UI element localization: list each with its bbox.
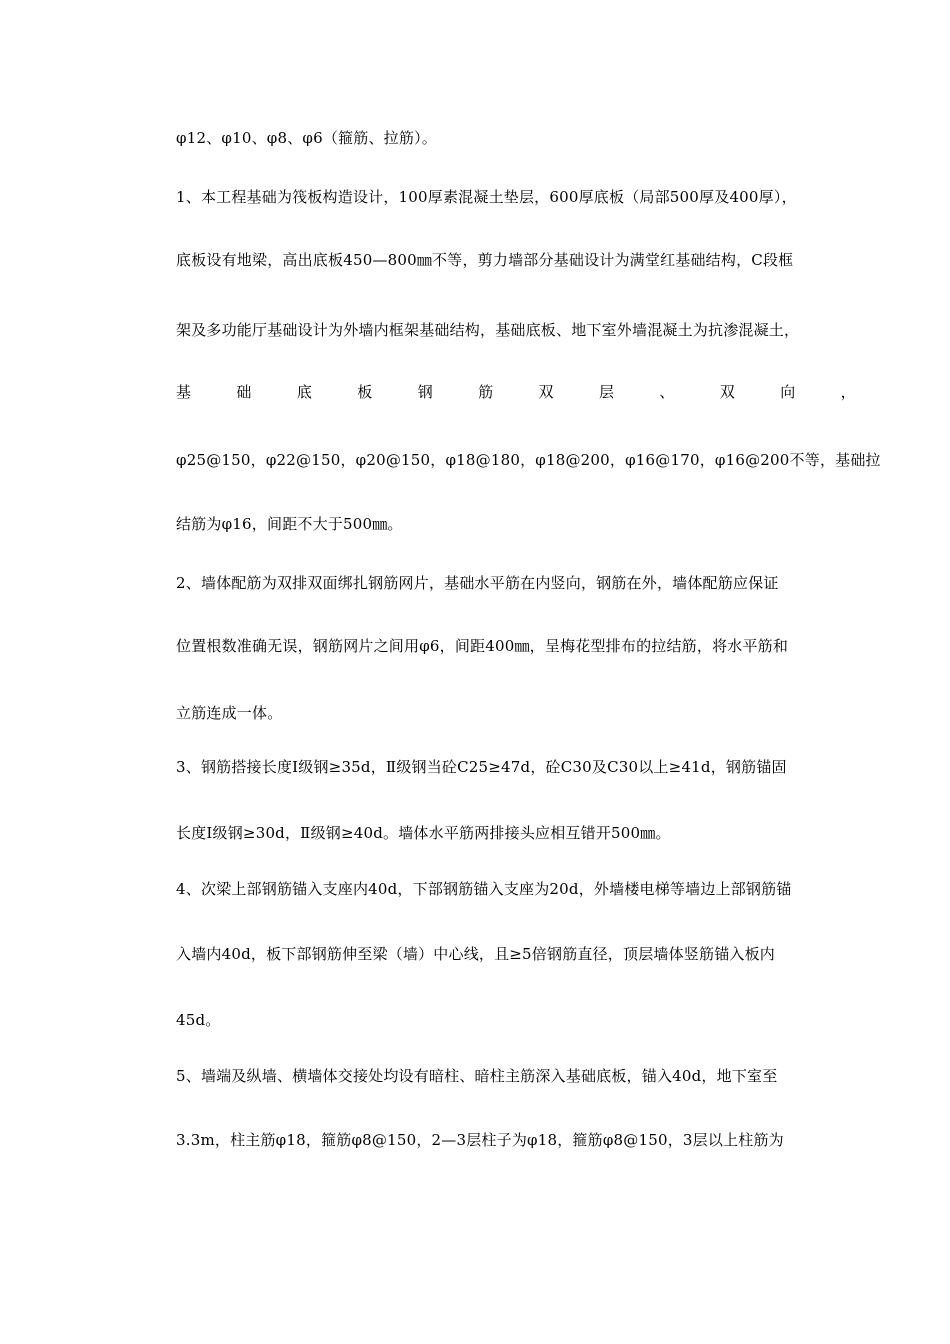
text-line-12: 长度Ⅰ级钢≥30d，Ⅱ级钢≥40d。墙体水平筋两排接头应相互错开500㎜。 <box>176 824 671 842</box>
spread-char: 筋 <box>478 383 494 401</box>
text-line-11: 3、钢筋搭接长度Ⅰ级钢≥35d，Ⅱ级钢当砼C25≥47d，砼C30及C30以上≥41d，钢筋锚固 <box>176 758 787 776</box>
text-line-4: 架及多功能厅基础设计为外墙内框架基础结构，基础底板、地下室外墙混凝土为抗渗混凝土， <box>176 321 800 339</box>
spread-char: 底 <box>296 383 313 401</box>
spread-char: 基 <box>176 383 192 401</box>
spread-char: 、 <box>659 383 675 401</box>
text-line-15: 45d。 <box>176 1011 221 1029</box>
text-line-7: 结筋为φ16，间距不大于500㎜。 <box>176 515 403 533</box>
spread-char: ， <box>840 383 856 401</box>
spread-char: 双 <box>719 383 735 401</box>
spread-char: 向 <box>780 383 796 401</box>
text-line-14: 入墙内40d，板下部钢筋伸至梁（墙）中心线，且≥5倍钢筋直径，顶层墙体竖筋锚入板内 <box>176 945 776 963</box>
text-line-17: 3.3m，柱主筋φ18，箍筋φ8@150，2—3层柱子为φ18，箍筋φ8@150，3层以上柱筋为 <box>176 1131 784 1149</box>
text-line-13: 4、次梁上部钢筋锚入支座内40d，下部钢筋锚入支座为20d，外墙楼电梯等墙边上部钢筋锚 <box>176 880 792 898</box>
text-line-9: 位置根数准确无误，钢筋网片之间用φ6，间距400㎜，呈梅花型排布的拉结筋，将水平筋和 <box>176 637 789 655</box>
text-line-16: 5、墙端及纵墙、横墙体交接处均设有暗柱、暗柱主筋深入基础底板，锚入40d，地下室至 <box>176 1067 778 1085</box>
text-line-6: φ25@150，φ22@150，φ20@150，φ18@180，φ18@200，φ16@170，φ16@200不等，基础拉 <box>176 451 881 469</box>
text-line-5-spread <box>176 382 856 402</box>
text-line-2: 1、本工程基础为筏板构造设计，100厚素混凝土垫层，600厚底板（局部500厚及400厚）， <box>176 188 797 206</box>
text-line-8: 2、墙体配筋为双排双面绑扎钢筋网片，基础水平筋在内竖向，钢筋在外，墙体配筋应保证 <box>176 574 779 592</box>
spread-char: 钢 <box>417 383 433 401</box>
spread-char: 层 <box>598 383 615 401</box>
spread-char: 双 <box>538 383 554 401</box>
spread-char: 础 <box>236 383 252 401</box>
text-line-1: φ12、φ10、φ8、φ6（箍筋、拉筋）。 <box>176 129 437 147</box>
spread-char: 板 <box>357 383 373 401</box>
text-line-3: 底板设有地梁，高出底板450—800㎜不等，剪力墙部分基础设计为满堂红基础结构，C段框 <box>176 251 794 269</box>
text-line-10: 立筋连成一体。 <box>176 704 283 722</box>
